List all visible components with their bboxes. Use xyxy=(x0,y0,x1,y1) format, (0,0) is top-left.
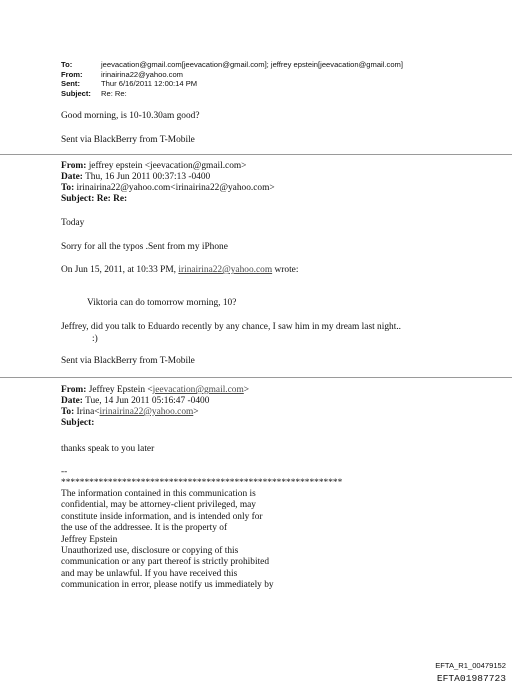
msg2-from-label: From: xyxy=(61,161,87,171)
msg2-signature: Sent via BlackBerry from T-Mobile xyxy=(61,356,195,366)
disclaimer-line: Unauthorized use, disclosure or copying of this xyxy=(61,546,239,557)
header-from-row xyxy=(61,70,403,80)
email-header xyxy=(61,60,403,98)
msg2-line2: Sorry for all the typos .Sent from my iPhone xyxy=(61,242,228,252)
msg3-subject xyxy=(61,418,94,430)
msg3-dashes: -- xyxy=(61,467,68,477)
msg2-to xyxy=(61,183,275,195)
msg2-line1: Today xyxy=(61,218,85,228)
bates-stamp-secondary: EFTA01987723 xyxy=(436,673,506,684)
msg3-stars: ************************************************************ xyxy=(61,478,343,488)
email-link[interactable]: irinairina22@yahoo.com xyxy=(99,407,194,417)
header-subject-value: Re: Re: xyxy=(101,88,127,98)
header-to-value: jeevacation@gmail.com[jeevacation@gmail.com]; jeffrey epstein[jeevacation@gmail.com] xyxy=(101,60,403,69)
msg3-from-label: From: xyxy=(61,385,87,395)
msg2-subject xyxy=(61,194,127,206)
msg2-date xyxy=(61,172,210,184)
msg3-date-value: Tue, 14 Jun 2011 05:16:47 -0400 xyxy=(85,396,210,406)
msg1-body: Good morning, is 10-10.30am good? xyxy=(61,111,200,121)
msg3-subject-label: Subject: xyxy=(61,418,95,428)
header-sent-label: Sent: xyxy=(61,79,80,89)
msg2-quote-prefix: On Jun 15, 2011, at 10:33 PM, xyxy=(61,265,177,275)
divider xyxy=(0,377,512,378)
quoted-line: Jeffrey, did you talk to Eduardo recently by any chance, I saw him in my dream last night.. xyxy=(61,322,402,332)
disclaimer-line: confidential, may be attorney-client privileged, may xyxy=(61,500,256,511)
disclaimer-block xyxy=(61,489,274,592)
disclaimer-line: Jeffrey Epstein xyxy=(61,534,118,545)
disclaimer-line: communication in error, please notify us immediately by xyxy=(61,580,274,591)
header-to-row xyxy=(61,60,403,70)
msg3-date-label: Date: xyxy=(61,396,83,406)
email-link[interactable]: irinairina22@yahoo.com xyxy=(178,265,273,275)
header-sent-row xyxy=(61,79,403,89)
msg2-date-label: Date: xyxy=(61,172,83,182)
msg3-from-name: Jeffrey Epstein < xyxy=(88,385,153,395)
divider xyxy=(0,154,512,155)
disclaimer-line: constitute inside information, and is intended only for xyxy=(61,511,263,522)
msg2-from xyxy=(61,161,246,173)
disclaimer-line: communication or any part thereof is strictly prohibited xyxy=(61,557,270,568)
quoted-line: :) xyxy=(92,334,98,344)
msg3-from-end: > xyxy=(243,385,250,395)
msg3-from xyxy=(61,385,249,397)
bates-stamp: EFTA_R1_00479152 xyxy=(435,661,506,670)
msg2-subject-label: Subject: xyxy=(61,194,95,204)
disclaimer-line: the use of the addressee. It is the property of xyxy=(61,523,228,534)
msg2-date-value: Thu, 16 Jun 2011 00:37:13 -0400 xyxy=(85,172,211,182)
msg2-quote-suffix: wrote: xyxy=(274,265,299,275)
msg3-to-end: > xyxy=(193,407,199,417)
header-from-value: irinairina22@yahoo.com xyxy=(101,69,183,79)
header-to-label: To: xyxy=(61,60,73,69)
header-subject-row xyxy=(61,89,403,99)
header-from-label: From: xyxy=(61,69,83,79)
msg3-body: thanks speak to you later xyxy=(61,444,155,454)
msg1-signature: Sent via BlackBerry from T-Mobile xyxy=(61,135,195,145)
msg3-to xyxy=(61,407,199,419)
quoted-line: Viktoria can do tomorrow morning, 10? xyxy=(87,298,237,308)
msg2-from-value: jeffrey epstein <jeevacation@gmail.com> xyxy=(88,161,247,171)
msg3-to-label: To: xyxy=(61,407,75,417)
msg2-to-value: irinairina22@yahoo.com<irinairina22@yahoo.com> xyxy=(76,183,275,193)
header-subject-label: Subject: xyxy=(61,88,91,98)
msg2-quote-header xyxy=(61,265,298,277)
disclaimer-line: and may be unlawful. If you have received this xyxy=(61,568,238,579)
msg3-to-name: Irina< xyxy=(76,407,100,417)
header-sent-value: Thur 6/16/2011 12:00:14 PM xyxy=(101,79,198,89)
disclaimer-line: The information contained in this communication is xyxy=(61,489,256,499)
email-link[interactable]: jeevacation@gmail.com xyxy=(152,385,244,395)
msg3-date xyxy=(61,396,209,408)
msg2-subject-value: Re: Re: xyxy=(96,194,128,204)
msg2-to-label: To: xyxy=(61,183,75,193)
